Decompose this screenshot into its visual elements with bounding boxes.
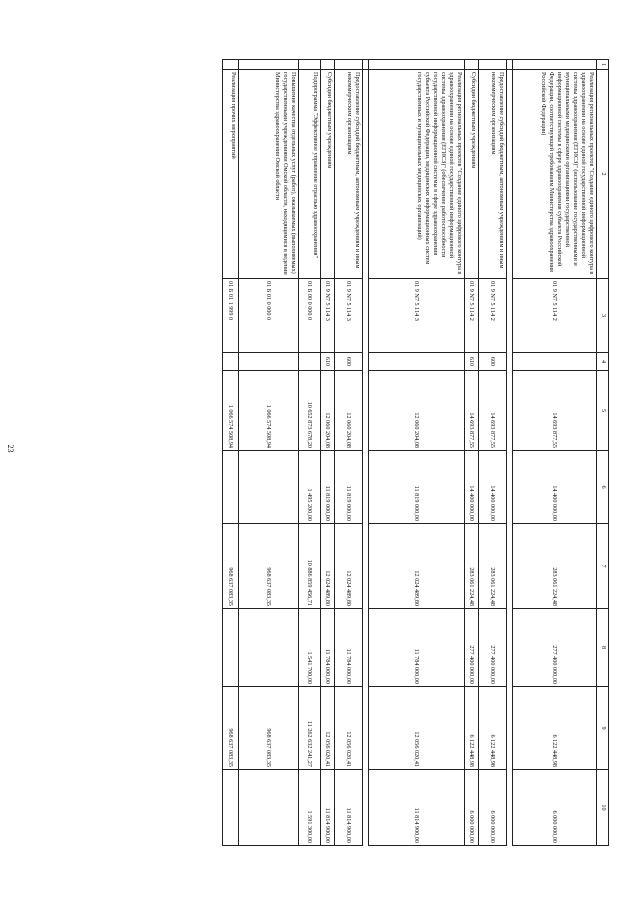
row-value-10 bbox=[223, 770, 239, 846]
row-code: 01 9 N7 5 114 3 bbox=[321, 279, 335, 353]
row-name: Субсидии бюджетным учреждениям bbox=[321, 70, 335, 279]
row-code: 01 9 N7 5 114 2 bbox=[513, 279, 597, 353]
row-expense-type bbox=[369, 353, 465, 371]
column-header: 3 bbox=[597, 279, 609, 353]
column-header: 1 bbox=[597, 60, 609, 70]
row-name: Реализация региональных проектов "Создание единого цифрового контура в здравоохранении на основе единой государственной информационной системы здравоохранения (ЕГИСЗ)" (обеспечение работоспособности государственной информационной системы в сфере здравоохранения субъекта Российской Федерации, медицинских информационных систем государственных и муниципальных медицинских организаций) bbox=[369, 70, 465, 279]
row-expense-type bbox=[239, 353, 299, 371]
row-value-10: 6 000 000,00 bbox=[479, 770, 507, 846]
row-value-8: 11 784 000,00 bbox=[335, 609, 363, 687]
row-index-cell bbox=[335, 60, 363, 70]
row-value-8: 1 541 700,00 bbox=[299, 609, 321, 687]
row-expense-type: 610 bbox=[321, 353, 335, 371]
row-name: Реализация региональных проектов "Создание единого цифрового контура в здравоохранении на основе единой государственной информационной системы здравоохранения (ЕГИСЗ)" (использование государственными и муниципальными медицинскими организациями государственной информационной системы в сфере здравоохранения субъекта Российской Федерации, соответствующей требованиям Министерства здравоохранения Российской Федерации) bbox=[513, 70, 597, 279]
budget-table-rotated bbox=[49, 59, 609, 845]
row-value-6 bbox=[223, 451, 239, 524]
row-value-5: 12 060 204,08 bbox=[321, 371, 335, 451]
table-row bbox=[335, 60, 363, 846]
table-row bbox=[299, 60, 321, 846]
column-header: 9 bbox=[597, 687, 609, 770]
table-row bbox=[465, 60, 479, 846]
row-name: Предоставление субсидий бюджетным, автономным учреждениям и иным некоммерческим организациям bbox=[335, 70, 363, 279]
row-value-9: 968 637 083,35 bbox=[239, 687, 299, 770]
row-value-6: 11 819 000,00 bbox=[335, 451, 363, 524]
row-value-10: 6 000 000,00 bbox=[513, 770, 597, 846]
column-header: 4 bbox=[597, 353, 609, 371]
row-value-5: 10 652 873 678,20 bbox=[299, 371, 321, 451]
column-header: 8 bbox=[597, 609, 609, 687]
page-number: 23 bbox=[6, 444, 15, 453]
row-value-9: 6 122 448,98 bbox=[513, 687, 597, 770]
row-value-8: 11 784 000,00 bbox=[369, 609, 465, 687]
row-value-8 bbox=[239, 609, 299, 687]
row-code: 01 Б 00 0 000 0 bbox=[299, 279, 321, 353]
row-value-5: 1 066 574 508,94 bbox=[239, 371, 299, 451]
row-value-5: 12 060 204,08 bbox=[369, 371, 465, 451]
row-expense-type: 600 bbox=[479, 353, 507, 371]
column-number-row bbox=[597, 60, 609, 846]
row-value-6: 11 819 000,00 bbox=[321, 451, 335, 524]
column-header: 5 bbox=[597, 371, 609, 451]
row-value-5: 14 693 877,55 bbox=[465, 371, 479, 451]
row-value-5: 1 066 574 508,94 bbox=[223, 371, 239, 451]
row-value-7: 283 061 224,48 bbox=[465, 524, 479, 609]
row-expense-type: 610 bbox=[465, 353, 479, 371]
row-expense-type bbox=[513, 353, 597, 371]
row-index-cell bbox=[369, 60, 465, 70]
row-value-8: 11 784 000,00 bbox=[321, 609, 335, 687]
row-index-cell bbox=[223, 60, 239, 70]
row-code: 01 Б 01 1 999 0 bbox=[223, 279, 239, 353]
row-value-10: 11 814 900,00 bbox=[335, 770, 363, 846]
budget-table-sheet bbox=[49, 59, 609, 845]
row-index-cell bbox=[479, 60, 507, 70]
row-value-9: 12 056 020,41 bbox=[321, 687, 335, 770]
row-name: Повышение качества отдельных услуг (работ), оказываемых (выполняемых) государственными учреждениями Омской области, находящимися в ведении Министерства здравоохранения Омской области bbox=[239, 70, 299, 279]
row-gap bbox=[363, 60, 369, 846]
row-value-9: 968 637 083,35 bbox=[223, 687, 239, 770]
row-name: Подпрограмма "Эффективное управление отраслью здравоохранения" bbox=[299, 70, 321, 279]
row-name: Субсидии бюджетным учреждениям bbox=[465, 70, 479, 279]
row-value-7: 12 024 489,80 bbox=[335, 524, 363, 609]
row-code: 01 Б 01 0 000 0 bbox=[239, 279, 299, 353]
row-value-10: 6 000 000,00 bbox=[465, 770, 479, 846]
row-expense-type: 600 bbox=[335, 353, 363, 371]
row-index-cell bbox=[299, 60, 321, 70]
row-value-7: 283 061 224,48 bbox=[513, 524, 597, 609]
row-value-8: 277 400 000,00 bbox=[513, 609, 597, 687]
row-code: 01 9 N7 5 114 2 bbox=[479, 279, 507, 353]
row-value-5: 14 693 877,55 bbox=[479, 371, 507, 451]
row-value-10 bbox=[239, 770, 299, 846]
row-expense-type bbox=[223, 353, 239, 371]
row-value-7: 12 024 489,80 bbox=[369, 524, 465, 609]
row-index-cell bbox=[239, 60, 299, 70]
table-row bbox=[513, 60, 597, 846]
row-value-6: 1 495 200,00 bbox=[299, 451, 321, 524]
row-name: Предоставление субсидий бюджетным, автономным учреждениям и иным некоммерческим организациям bbox=[479, 70, 507, 279]
row-code: 01 9 N7 5 114 3 bbox=[369, 279, 465, 353]
row-gap bbox=[507, 60, 513, 846]
row-value-7: 10 886 859 456,71 bbox=[299, 524, 321, 609]
row-value-10: 1 591 300,00 bbox=[299, 770, 321, 846]
row-value-5: 12 060 204,08 bbox=[335, 371, 363, 451]
table-row bbox=[223, 60, 239, 846]
row-code: 01 9 N7 5 114 3 bbox=[335, 279, 363, 353]
row-value-7: 283 061 224,48 bbox=[479, 524, 507, 609]
row-value-9: 12 056 020,41 bbox=[335, 687, 363, 770]
row-value-7: 968 637 083,35 bbox=[239, 524, 299, 609]
row-value-9: 6 122 448,98 bbox=[479, 687, 507, 770]
column-header: 10 bbox=[597, 770, 609, 846]
row-value-9: 11 262 632 241,27 bbox=[299, 687, 321, 770]
row-value-5: 14 693 877,55 bbox=[513, 371, 597, 451]
column-header: 6 bbox=[597, 451, 609, 524]
row-index-cell bbox=[513, 60, 597, 70]
row-value-10: 11 814 900,00 bbox=[369, 770, 465, 846]
budget-table bbox=[222, 59, 609, 846]
row-value-6 bbox=[239, 451, 299, 524]
table-row bbox=[321, 60, 335, 846]
row-value-6: 11 819 000,00 bbox=[369, 451, 465, 524]
row-name: Реализация прочих мероприятий bbox=[223, 70, 239, 279]
row-index-cell bbox=[465, 60, 479, 70]
row-value-6: 14 400 000,00 bbox=[513, 451, 597, 524]
row-value-6: 14 400 000,00 bbox=[465, 451, 479, 524]
row-value-9: 12 056 020,41 bbox=[369, 687, 465, 770]
row-index-cell bbox=[321, 60, 335, 70]
row-expense-type bbox=[299, 353, 321, 371]
row-value-7: 968 637 083,35 bbox=[223, 524, 239, 609]
row-value-6: 14 400 000,00 bbox=[479, 451, 507, 524]
column-header: 2 bbox=[597, 70, 609, 279]
row-code: 01 9 N7 5 114 2 bbox=[465, 279, 479, 353]
row-value-7: 12 024 489,80 bbox=[321, 524, 335, 609]
row-value-9: 6 122 448,98 bbox=[465, 687, 479, 770]
row-value-10: 11 814 900,00 bbox=[321, 770, 335, 846]
row-value-8: 277 400 000,00 bbox=[465, 609, 479, 687]
column-header: 7 bbox=[597, 524, 609, 609]
table-row bbox=[479, 60, 507, 846]
row-value-8 bbox=[223, 609, 239, 687]
table-row bbox=[239, 60, 299, 846]
row-value-8: 277 400 000,00 bbox=[479, 609, 507, 687]
table-row bbox=[369, 60, 465, 846]
